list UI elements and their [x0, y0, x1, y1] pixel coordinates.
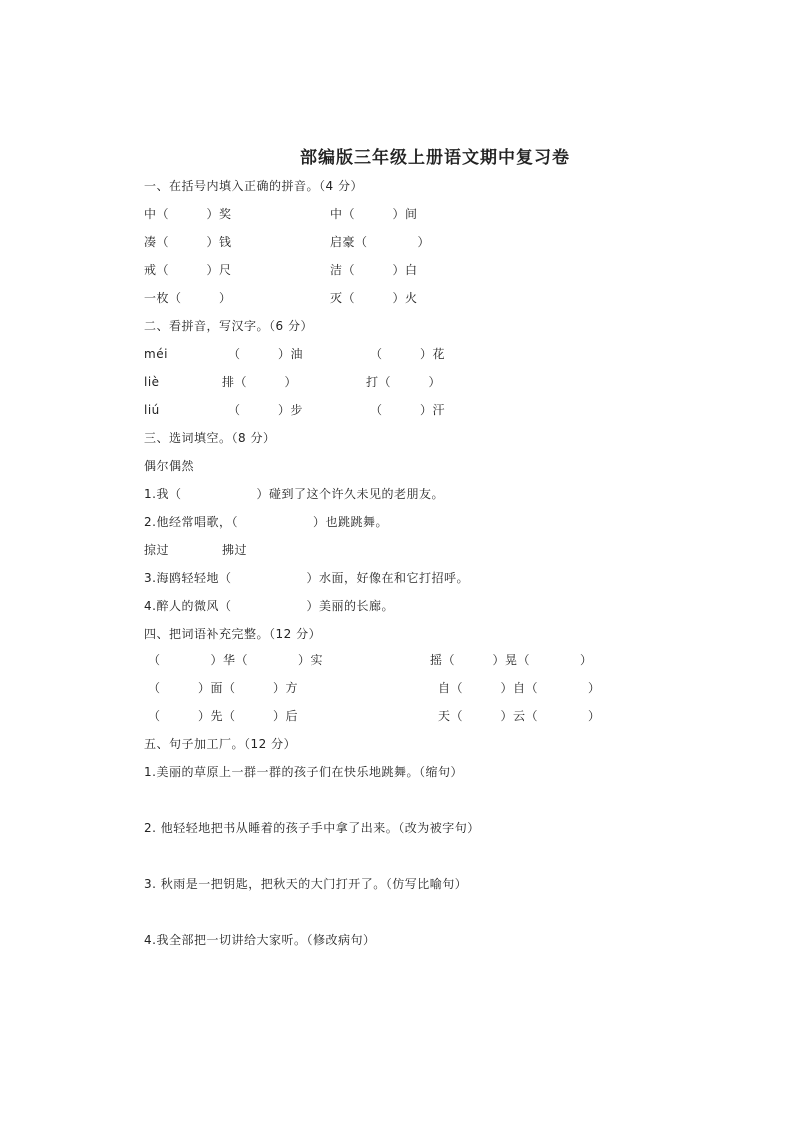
- s1-item: 一枚（ ）: [144, 291, 232, 305]
- idiom-blank: （ ）华（ ）实: [148, 653, 324, 667]
- s2-pinyin: méi: [144, 347, 168, 361]
- word-choice: 掠过: [144, 543, 170, 557]
- question: 2.他经常唱歌，（ ）也跳跳舞。: [144, 515, 388, 529]
- idiom-blank: 天（ ）云（ ）: [438, 709, 601, 723]
- section-3-heading: 三、选词填空。（8 分）: [144, 431, 276, 445]
- s2-blank: 排（ ）: [222, 375, 298, 389]
- question: 3.海鸥轻轻地（ ）水面，好像在和它打招呼。: [144, 571, 469, 585]
- s1-item: 中（ ）间: [330, 207, 418, 221]
- s2-pinyin: liú: [144, 403, 160, 417]
- word-choice: 拂过: [222, 543, 248, 557]
- question: 4.我全部把一切讲给大家听。（修改病句）: [144, 933, 376, 947]
- word-choices: 偶尔偶然: [144, 459, 195, 473]
- idiom-blank: （ ）面（ ）方: [148, 681, 299, 695]
- s2-pinyin: liè: [144, 375, 160, 389]
- section-1-heading: 一、在括号内填入正确的拼音。（4 分）: [144, 179, 363, 193]
- page-title: 部编版三年级上册语文期中复习卷: [300, 148, 570, 168]
- s1-item: 中（ ）奖: [144, 207, 232, 221]
- question: 1.我（ ）碰到了这个许久未见的老朋友。: [144, 487, 444, 501]
- s1-item: 灭（ ）火: [330, 291, 418, 305]
- s2-blank: （ ）汗: [370, 403, 446, 417]
- question: 1.美丽的草原上一群一群的孩子们在快乐地跳舞。（缩句）: [144, 765, 463, 779]
- idiom-blank: （ ）先（ ）后: [148, 709, 299, 723]
- s2-blank: 打（ ）: [366, 375, 442, 389]
- question: 3. 秋雨是一把钥匙，把秋天的大门打开了。（仿写比喻句）: [144, 877, 468, 891]
- s1-item: 启豪（ ）: [330, 235, 431, 249]
- question: 2. 他轻轻地把书从睡着的孩子手中拿了出来。（改为被字句）: [144, 821, 480, 835]
- s1-item: 洁（ ）白: [330, 263, 418, 277]
- s1-item: 戒（ ）尺: [144, 263, 232, 277]
- idiom-blank: 摇（ ）晃（ ）: [430, 653, 593, 667]
- idiom-blank: 自（ ）自（ ）: [438, 681, 601, 695]
- s1-item: 凑（ ）钱: [144, 235, 232, 249]
- s2-blank: （ ）步: [228, 403, 304, 417]
- s2-blank: （ ）油: [228, 347, 304, 361]
- s2-blank: （ ）花: [370, 347, 446, 361]
- section-5-heading: 五、句子加工厂。（12 分）: [144, 737, 297, 751]
- section-2-heading: 二、看拼音，写汉字。（6 分）: [144, 319, 313, 333]
- question: 4.醉人的微风（ ）美丽的长廊。: [144, 599, 394, 613]
- section-4-heading: 四、把词语补充完整。（12 分）: [144, 627, 322, 641]
